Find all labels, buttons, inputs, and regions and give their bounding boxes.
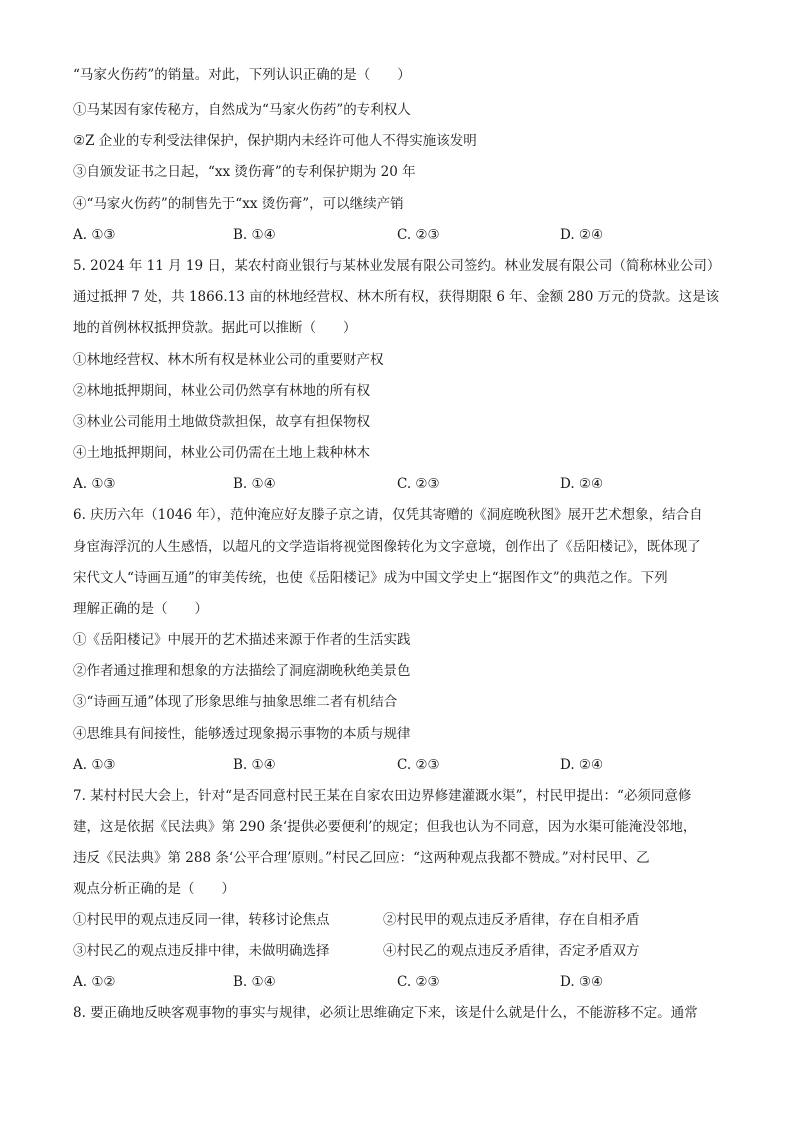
q6-stem-line-2: 身宦海浮沉的人生感悟，以超凡的文学造诣将视觉图像转化为文字意境，创作出了《岳阳楼记》，既体现了 — [73, 539, 701, 555]
q7-option-c[interactable]: C. ②③ — [397, 974, 440, 990]
q8-stem-line-1: 8. 要正确地反映客观事物的事实与规律，必须让思维确定下来，该是什么就是什么，不能游移不定。通常 — [73, 1005, 698, 1021]
q4-stem: “马家火伤药”的销量。对此，下列认识正确的是（ ） — [73, 67, 411, 83]
q5-option-b[interactable]: B. ①④ — [233, 476, 276, 492]
q6-stem-line-1: 6. 庆历六年（1046 年），范仲淹应好友滕子京之请，仅凭其寄赠的《洞庭晚秋图》展开艺术想象，结合自 — [73, 507, 703, 523]
q6-option-b[interactable]: B. ①④ — [233, 757, 276, 773]
q6-statement-3: ③“诗画互通”体现了形象思维与抽象思维二者有机结合 — [73, 694, 398, 710]
q7-statement-3: ③村民乙的观点违反排中律，未做明确选择 — [73, 943, 330, 959]
q4-options — [73, 226, 723, 244]
q5-statement-4: ④土地抵押期间，林业公司仍需在土地上栽种林木 — [73, 445, 370, 461]
q6-statement-4: ④思维具有间接性，能够透过现象揭示事物的本质与规律 — [73, 726, 411, 742]
q5-statement-1: ①林地经营权、林木所有权是林业公司的重要财产权 — [73, 352, 384, 368]
q7-option-b[interactable]: B. ①④ — [233, 974, 276, 990]
q6-option-a[interactable]: A. ①③ — [73, 757, 116, 773]
q5-option-d[interactable]: D. ②④ — [560, 476, 604, 492]
q4-option-a[interactable]: A. ①③ — [73, 227, 116, 243]
q7-statement-4: ④村民乙的观点违反矛盾律，否定矛盾双方 — [383, 943, 640, 959]
q5-stem-line-3: 地的首例林权抵押贷款。据此可以推断（ ） — [73, 320, 357, 336]
q4-option-d[interactable]: D. ②④ — [560, 227, 604, 243]
q6-option-c[interactable]: C. ②③ — [397, 757, 440, 773]
q7-option-a[interactable]: A. ①② — [73, 974, 116, 990]
q4-option-b[interactable]: B. ①④ — [233, 227, 276, 243]
q6-statement-1: ①《岳阳楼记》中展开的艺术描述来源于作者的生活实践 — [73, 632, 411, 648]
q4-statement-2: ②Z 企业的专利受法律保护，保护期内未经许可他人不得实施该发明 — [73, 133, 477, 149]
q5-option-c[interactable]: C. ②③ — [397, 476, 440, 492]
q5-options — [73, 475, 723, 493]
q7-statement-2: ②村民甲的观点违反矛盾律，存在自相矛盾 — [383, 912, 640, 928]
q7-statement-row-2 — [73, 942, 723, 960]
q7-stem-line-2: 建，这是依据《民法典》第 290 条‘提供必要便利’的规定；但我也认为不同意，因为水渠可能淹没邻地， — [73, 819, 697, 835]
q4-statement-4: ④“马家火伤药”的制售先于“xx 烫伤膏”，可以继续产销 — [73, 196, 404, 212]
q5-statement-2: ②林地抵押期间，林业公司仍然享有林地的所有权 — [73, 383, 370, 399]
q5-option-a[interactable]: A. ①③ — [73, 476, 116, 492]
q5-stem-line-1: 5. 2024 年 11 月 19 日，某农村商业银行与某林业发展有限公司签约。林业发展有限公司（简称林业公司） — [73, 258, 721, 274]
q6-stem-line-3: 宋代文人“诗画互通”的审美传统，也使《岳阳楼记》成为中国文学史上“据图作文”的典范之作。下列 — [73, 570, 668, 586]
q5-stem-line-2: 通过抵押 7 处，共 1866.13 亩的林地经营权、林木所有权，获得期限 6 年、金额 280 万元的贷款。这是该 — [73, 289, 720, 305]
q7-stem-line-3: 违反《民法典》第 288 条‘公平合理’原则。”村民乙回应：“这两种观点我都不赞成。”对村民甲、乙 — [73, 850, 650, 866]
q7-statement-1: ①村民甲的观点违反同一律，转移讨论焦点 — [73, 912, 330, 928]
q5-statement-3: ③林业公司能用土地做贷款担保，故享有担保物权 — [73, 414, 370, 430]
q6-options — [73, 756, 723, 774]
q6-statement-2: ②作者通过推理和想象的方法描绘了洞庭湖晚秋绝美景色 — [73, 663, 411, 679]
q6-stem-line-4: 理解正确的是（ ） — [73, 601, 208, 617]
q7-options — [73, 973, 723, 991]
q7-stem-line-4: 观点分析正确的是（ ） — [73, 881, 235, 897]
q7-statement-row-1 — [73, 911, 723, 929]
q7-stem-line-1: 7. 某村村民大会上，针对“是否同意村民王某在自家农田边界修建灌溉水渠”，村民甲提出：“必须同意修 — [73, 788, 692, 804]
q7-option-d[interactable]: D. ③④ — [560, 974, 604, 990]
q4-statement-1: ①马某因有家传秘方，自然成为“马家火伤药”的专利权人 — [73, 102, 411, 118]
q4-statement-3: ③自颁发证书之日起，“xx 烫伤膏”的专利保护期为 20 年 — [73, 164, 416, 180]
q6-option-d[interactable]: D. ②④ — [560, 757, 604, 773]
q4-option-c[interactable]: C. ②③ — [397, 227, 440, 243]
